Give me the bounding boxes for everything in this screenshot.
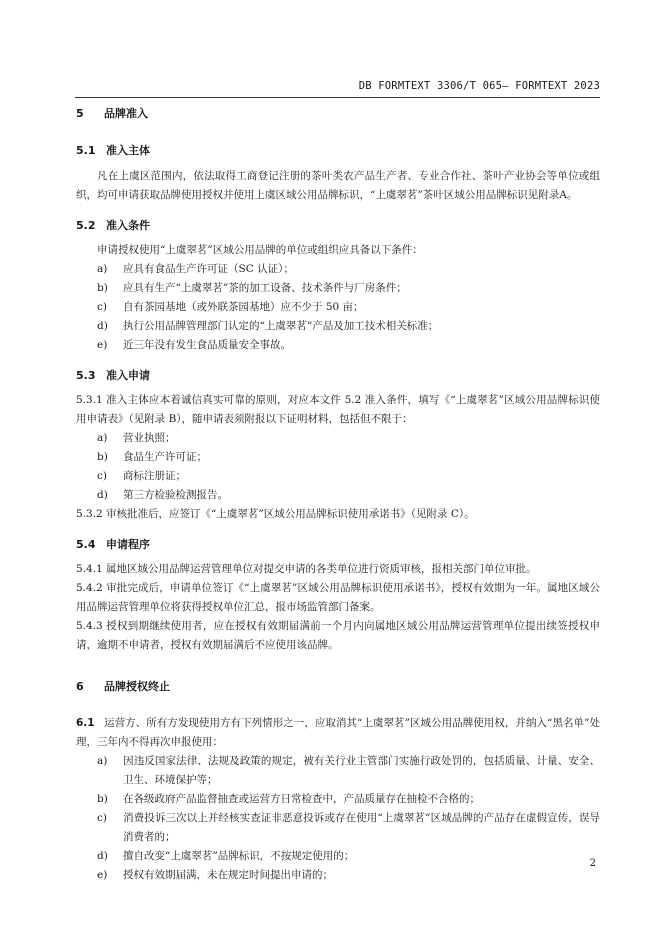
clause-text: 属地区域公用品牌运营管理单位对提交申请的各类单位进行资质审核，报相关部门单位审批。 xyxy=(106,563,537,575)
list-text: 应具有食品生产许可证（SC 认证）； xyxy=(123,263,294,275)
clause-text: 运营方、所有方发现使用方有下列情形之一，应取消其“上虞翠茗”区域公用品牌使用权，并纳入“黑名单”处理，三年内不得再次申报使用： xyxy=(76,717,600,748)
section-5-1-paragraph: 凡在上虞区范围内，依法取得工商登记注册的茶叶类农产品生产者、专业合作社、茶叶产业协会等单位或组织，均可申请获取品牌使用授权并使用上虞区域公用品牌标识，“上虞翠茗”茶叶区域公用品牌标识见附录A。 xyxy=(76,170,600,201)
clause-text: 审批完成后，申请单位签订《“上虞翠茗”区域公用品牌标识使用承诺书》，授权有效期为一年。属地区域公用品牌运营管理单位将获得授权单位汇总，报市场监管部门备案。 xyxy=(76,582,600,613)
clause-number: 5.3.1 xyxy=(76,394,103,406)
list-text: 商标注册证； xyxy=(123,470,186,482)
list-text: 授权有效期届满，未在规定时间提出申请的； xyxy=(123,869,333,881)
section-title: 准入条件 xyxy=(106,219,150,232)
section-title: 品牌授权终止 xyxy=(104,680,170,693)
list-text: 第三方检验检测报告。 xyxy=(123,489,228,501)
list-item xyxy=(76,467,600,486)
section-5-2-heading xyxy=(76,216,600,235)
list-text: 近三年没有发生食品质量安全事故。 xyxy=(123,339,291,351)
section-number: 6 xyxy=(76,680,84,693)
list-text: 擅自改变“上虞翠茗”品牌标识，不按规定使用的； xyxy=(123,850,355,862)
clause-5-3-1 xyxy=(76,391,600,429)
section-title: 准入主体 xyxy=(106,144,150,157)
clause-number: 6.1 xyxy=(76,717,95,729)
list-label: d) xyxy=(97,489,108,501)
list-item xyxy=(76,260,600,279)
clause-number: 5.4.2 xyxy=(76,582,103,594)
section-number: 5 xyxy=(76,107,84,120)
section-title: 品牌准入 xyxy=(104,107,148,120)
list-item xyxy=(76,866,600,885)
section-5-1-heading xyxy=(76,141,600,160)
document-header: DB FORMTEXT 3306/T 065— FORMTEXT 2023 xyxy=(358,80,600,92)
list-label: e) xyxy=(97,339,108,351)
list-text: 执行公用品牌管理部门认定的“上虞翠茗”产品及加工技术相关标准； xyxy=(123,320,439,332)
list-item xyxy=(76,298,600,317)
clause-number: 5.4.1 xyxy=(76,563,103,575)
list-item xyxy=(76,279,600,298)
clause-text: 审核批准后，应签订《“上虞翠茗”区域公用品牌标识使用承诺书》（见附录 C）。 xyxy=(106,508,475,520)
list-label: e) xyxy=(97,869,108,881)
section-number: 5.4 xyxy=(76,538,96,551)
section-title: 准入申请 xyxy=(106,369,150,382)
clause-5-4-1 xyxy=(76,560,600,579)
section-number: 5.3 xyxy=(76,369,96,382)
list-label: c) xyxy=(97,470,107,482)
list-item xyxy=(76,847,600,866)
section-number: 5.1 xyxy=(76,144,96,157)
section-5-3-heading xyxy=(76,366,600,385)
list-item xyxy=(76,429,600,448)
list-item xyxy=(76,790,600,809)
list-item xyxy=(76,336,600,355)
list-item xyxy=(76,809,600,847)
list-item xyxy=(76,752,600,790)
list-text: 食品生产许可证； xyxy=(123,451,207,463)
list-item xyxy=(76,448,600,467)
list-label: c) xyxy=(97,301,107,313)
list-label: c) xyxy=(97,812,107,824)
clause-5-3-2 xyxy=(76,505,600,524)
list-text: 应具有生产“上虞翠茗”茶的加工设备、技术条件与厂房条件； xyxy=(123,282,407,294)
list-label: d) xyxy=(97,320,108,332)
section-number: 5.2 xyxy=(76,219,96,232)
list-text: 在各级政府产品监督抽查或运营方日常检查中，产品质量存在抽检不合格的； xyxy=(123,793,480,805)
clause-text: 准入主体应本着诚信真实可靠的原则，对应本文件 5.2 准入条件，填写《“上虞翠茗”区域公用品牌标识使用申请表》（见附录 B），随申请表须附报以下证明材料，包括但不限于： xyxy=(76,394,600,425)
clause-text: 授权到期继续使用者，应在授权有效期届满前一个月内向属地区域公用品牌运营管理单位提出续签授权申请，逾期不申请者，授权有效期届满后不应使用该品牌。 xyxy=(76,620,600,651)
list-item xyxy=(76,486,600,505)
list-item xyxy=(76,317,600,336)
list-label: a) xyxy=(97,432,108,444)
page-number: 2 xyxy=(589,858,596,869)
clause-5-4-3 xyxy=(76,617,600,655)
list-text: 营业执照； xyxy=(123,432,176,444)
list-text: 自有茶园基地（或外联茶园基地）应不少于 50 亩； xyxy=(123,301,364,313)
list-label: b) xyxy=(97,451,108,463)
section-5-2-intro: 申请授权使用“上虞翠茗”区域公用品牌的单位或组织应具备以下条件： xyxy=(97,244,423,256)
list-label: a) xyxy=(97,755,108,767)
section-6-heading xyxy=(76,677,600,696)
list-label: a) xyxy=(97,263,108,275)
list-label: b) xyxy=(97,282,108,294)
clause-number: 5.3.2 xyxy=(76,508,103,520)
section-5-4-heading xyxy=(76,535,600,554)
clause-5-4-2 xyxy=(76,579,600,617)
header-rule xyxy=(75,97,600,98)
section-5-heading xyxy=(76,104,600,123)
clause-6-1 xyxy=(76,714,600,752)
clause-number: 5.4.3 xyxy=(76,620,103,632)
list-label: b) xyxy=(97,793,108,805)
list-label: d) xyxy=(97,850,108,862)
section-title: 申请程序 xyxy=(106,538,150,551)
list-text: 消费投诉三次以上并经核实查证非恶意投诉或存在使用“上虞翠茗”区域品牌的产品存在虚假宣传，误导消费者的； xyxy=(123,812,600,843)
document-body xyxy=(76,104,600,885)
list-text: 因违反国家法律、法规及政策的规定，被有关行业主管部门实施行政处罚的，包括质量、计量、安全、卫生、环境保护等； xyxy=(123,755,600,786)
